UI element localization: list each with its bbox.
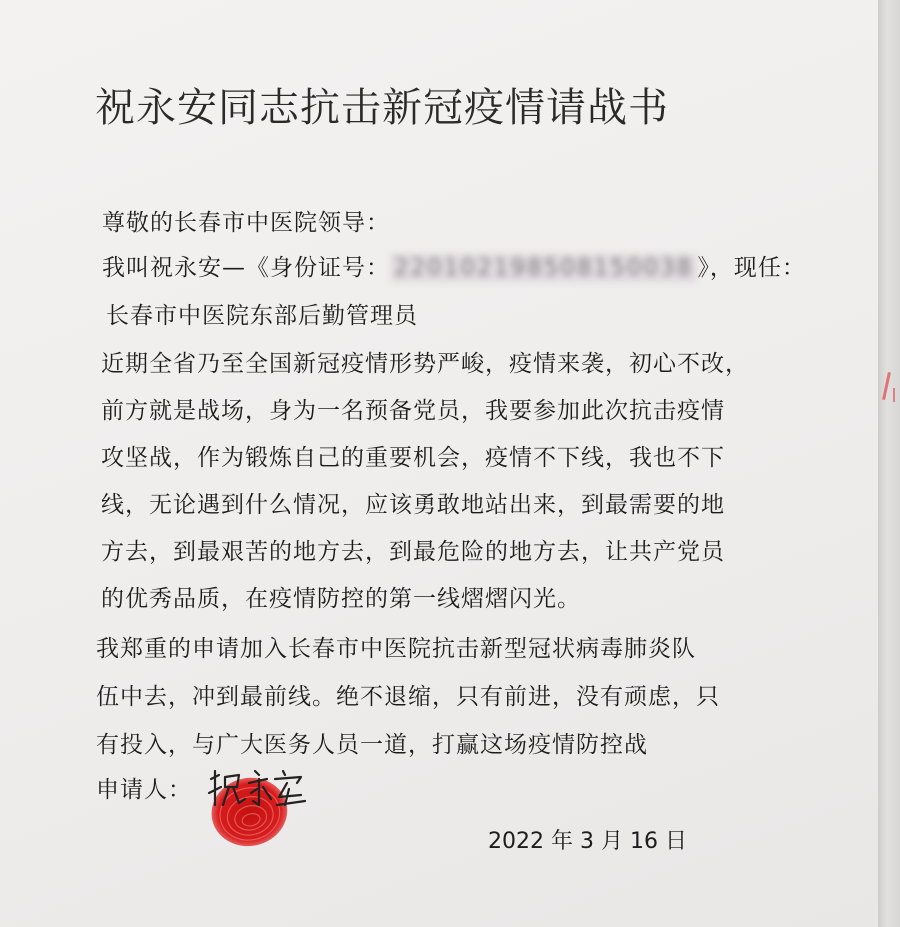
applicant-label: 申请人： bbox=[96, 777, 192, 803]
document-title: 祝永安同志抗击新冠疫情请战书 bbox=[95, 85, 669, 131]
body-line: 前方就是战场，身为一名预备党员，我要参加此次抗击疫情 bbox=[101, 398, 725, 424]
body-line: 的优秀品质，在疫情防控的第一线熠熠闪光。 bbox=[101, 586, 581, 612]
handwritten-signature bbox=[205, 765, 315, 815]
position-line: 长春市中医院东部后勤管理员 bbox=[106, 303, 418, 329]
body-line: 攻坚战，作为锻炼自己的重要机会，疫情不下线，我也不下 bbox=[101, 445, 725, 471]
redacted-id-number: 220102198508150038 bbox=[390, 253, 697, 283]
body-line: 我郑重的申请加入长春市中医院抗击新型冠状病毒肺炎队 bbox=[96, 636, 696, 662]
body-line: 方去，到最艰苦的地方去，到最危险的地方去，让共产党员 bbox=[101, 539, 725, 565]
intro-line bbox=[102, 253, 806, 283]
paper-edge bbox=[878, 0, 900, 927]
intro-prefix: 我叫祝永安—《身份证号： bbox=[102, 255, 390, 281]
body-line: 有投入，与广大医务人员一道，打赢这场疫情防控战 bbox=[96, 732, 648, 758]
intro-suffix: 》，现任： bbox=[697, 255, 806, 281]
salutation: 尊敬的长春市中医院领导： bbox=[102, 210, 390, 236]
red-ink-mark-small bbox=[893, 388, 895, 402]
body-line: 伍中去，冲到最前线。绝不退缩，只有前进，没有顽虑，只 bbox=[96, 684, 720, 710]
body-line: 近期全省乃至全国新冠疫情形势严峻，疫情来袭，初心不改， bbox=[101, 351, 749, 377]
body-line: 线，无论遇到什么情况，应该勇敢地站出来，到最需要的地 bbox=[101, 492, 725, 518]
document-date: 2022 年 3 月 16 日 bbox=[488, 829, 687, 854]
